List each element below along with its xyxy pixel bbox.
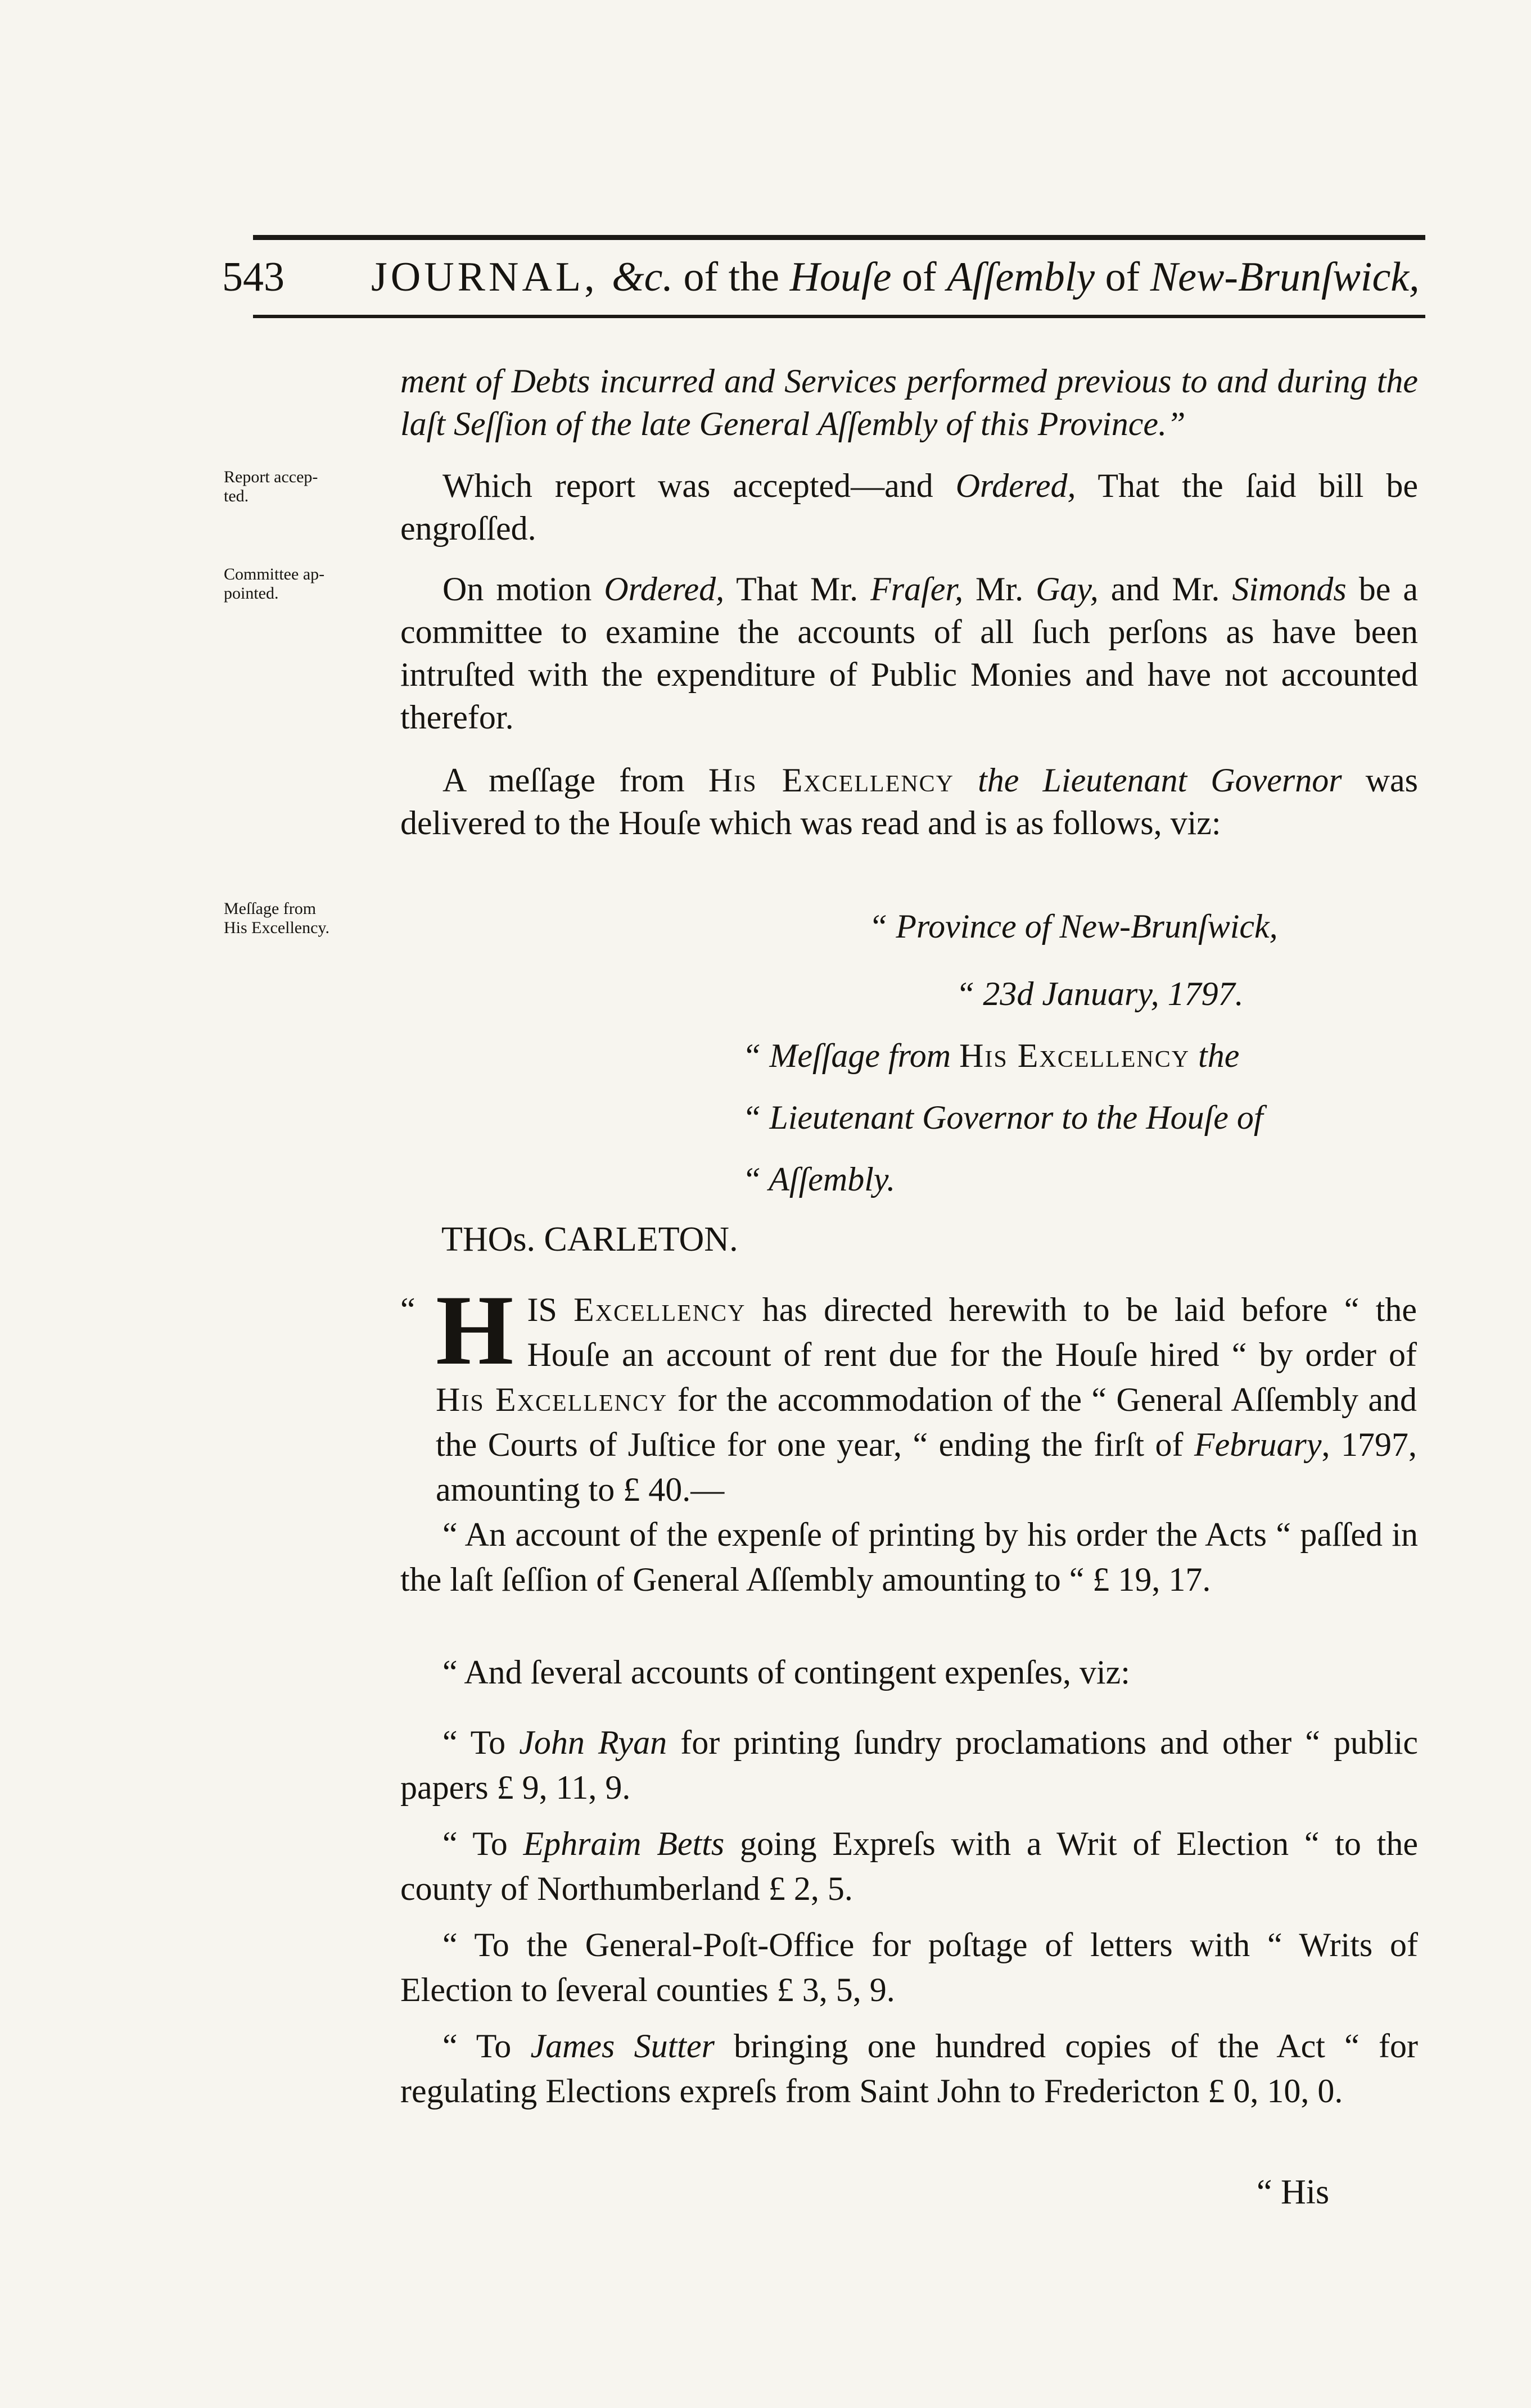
header-rule-bottom bbox=[253, 315, 1425, 318]
message-date-line: “ 23d January, 1797. bbox=[956, 975, 1244, 1012]
paragraph-post-office: “ To the General-Poſt-Office for poſtage of letters with “ Writs of Election to ſeveral counties £ 3, 5, 9. bbox=[400, 1926, 1418, 2008]
paragraph-committee: On motion Ordered, That Mr. Fraſer, Mr. Gay, and Mr. Simonds be a committee to examine the accounts of all ſuch perſons as have been intruſted with the expenditure of Public Monies and have not accounted therefor. bbox=[400, 571, 1418, 736]
paragraph-printing: “ An account of the expenſe of printing by his order the Acts “ paſſed in the laſt ſeſſion of General Aſſembly amounting to “ £ 19, 17. bbox=[400, 1516, 1418, 1598]
running-title: JOURNAL, &c. of the Houſe of Aſſembly of New-Brunſwick, bbox=[371, 254, 1420, 300]
paragraph-continuation: ment of Debts incurred and Services performed previous to and during the laſt Seſſion of the late General Aſſembly of this Province.” bbox=[400, 363, 1418, 442]
header-rule-top bbox=[253, 235, 1425, 240]
paragraph-message: A meſſage from His Excellency the Lieutenant Governor was delivered to the Houſe which was read and is as follows, viz: bbox=[400, 762, 1419, 841]
drop-cap: H bbox=[436, 1274, 514, 1386]
message-province-line: “ Province of New-Brunſwick, bbox=[869, 908, 1278, 945]
message-title-line-2: “ Lieutenant Governor to the Houſe of bbox=[742, 1099, 1263, 1136]
running-header bbox=[222, 246, 1425, 308]
paragraph-john-ryan: “ To John Ryan for printing ſundry proclamations and other “ public papers £ 9, 11, 9. bbox=[400, 1724, 1418, 1806]
paragraph-james-sutter: “ To James Sutter bringing one hundred copies of the Act “ for regulating Elections expreſs from Saint John to Fredericton £ 0, 10, 0. bbox=[400, 2027, 1418, 2110]
paragraph-report-accepted: Which report was accepted—and Ordered, That the ſaid bill be engroſſed. bbox=[400, 467, 1418, 547]
message-title-line: “ Meſſage from His Excellency the bbox=[742, 1037, 1240, 1074]
paragraph-ephraim-betts: “ To Ephraim Betts going Expreſs with a Writ of Election “ to the county of Northumberland £ 2, 5. bbox=[400, 1825, 1418, 1907]
opening-quote-mark: “ bbox=[400, 1291, 416, 1328]
message-title-line-3: “ Aſſembly. bbox=[742, 1161, 896, 1198]
paragraph-rent: HIS Excellency has directed herewith to be laid before “ the Houſe an account of rent due for the Houſe hired “ by order of His Excellency for the accommodation of the “ General Aſſembly and the Courts of Juſtice for one year, “ ending the firſt of February, 1797, amounting to £ 40.— bbox=[436, 1274, 1417, 1508]
paragraph-contingent: “ And ſeveral accounts of contingent expenſes, viz: bbox=[442, 1654, 1130, 1691]
margin-note-committee: Committee ap- pointed. bbox=[224, 565, 325, 603]
signature: THOs. CARLETON. bbox=[441, 1220, 738, 1259]
margin-note-report: Report accep- ted. bbox=[224, 468, 318, 505]
catchword: “ His bbox=[1257, 2173, 1330, 2211]
page-number: 543 bbox=[222, 254, 284, 300]
margin-note-message: Meſſage from His Excellency. bbox=[224, 899, 329, 937]
